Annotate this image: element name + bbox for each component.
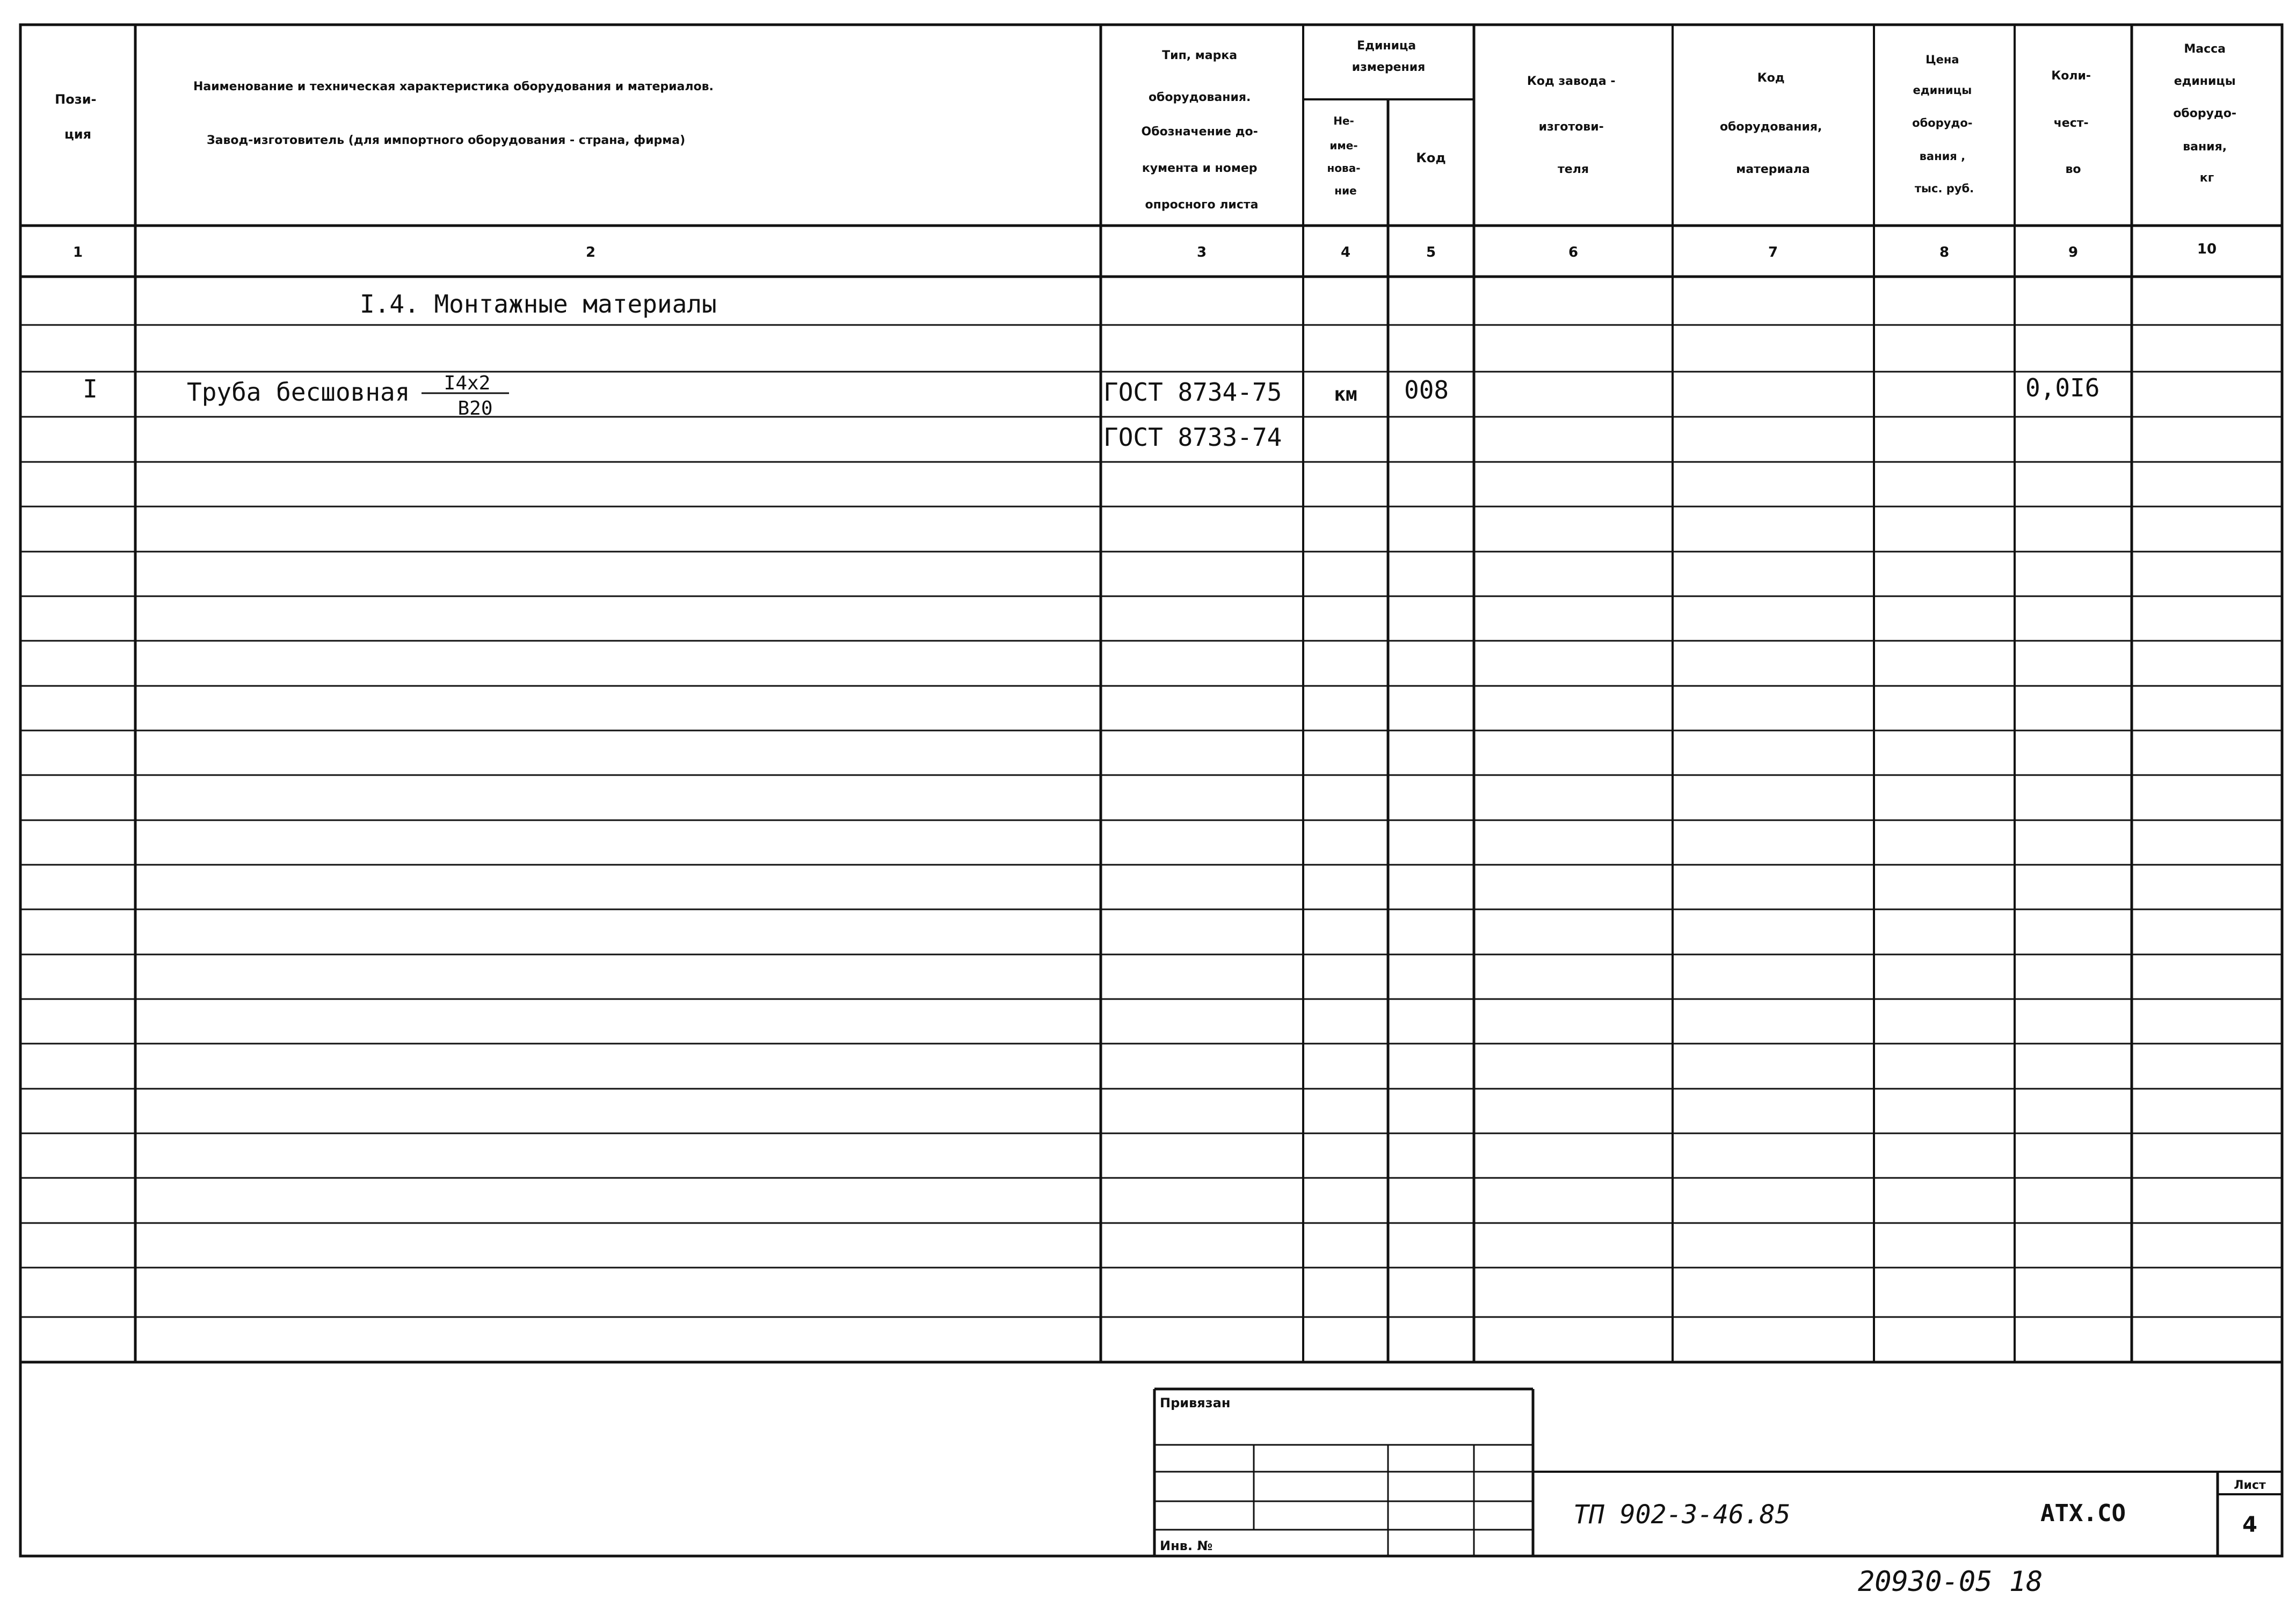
svg-text:Код: [1416, 150, 1446, 165]
column-number: 10: [2197, 241, 2217, 257]
header-col9-line1: Коли-: [2051, 69, 2091, 83]
row-code: 008: [1404, 375, 1449, 404]
header-col2-line1: Наименование и техническая характеристика оборудования и материалов.: [193, 80, 714, 93]
svg-text:Код завода - изготови-: [1527, 75, 1619, 176]
column-number: 9: [2068, 244, 2079, 261]
footer-number: 20930-05 18: [1858, 1566, 2043, 1598]
column-number: 7: [1768, 244, 1778, 261]
header-col9-line3: во: [2065, 163, 2081, 176]
header-col9-line2: чест-: [2053, 117, 2089, 130]
title-block: [1154, 1389, 2282, 1556]
column-number: 4: [1340, 244, 1351, 261]
header-col6-line1: Код завода -: [1527, 75, 1616, 88]
header-col1-line2: ция: [64, 127, 92, 142]
header-col7-line1: Код: [1757, 71, 1785, 85]
header-col10-line1: Масса: [2184, 42, 2226, 56]
stamp-inv-number: Инв. №: [1160, 1538, 1213, 1553]
row-doc: ГОСТ 8734-75: [1103, 378, 1282, 407]
table-header: [55, 39, 2241, 212]
column-number: 2: [585, 244, 596, 261]
row-fraction-numerator: I4x2: [444, 372, 491, 394]
header-col3-line2: оборудования.: [1148, 91, 1251, 104]
header-col10-line3: оборудо-: [2173, 107, 2237, 120]
header-col8-line3: оборудо-: [1912, 117, 1973, 129]
row-position: I: [83, 374, 98, 403]
header-col7-line2: оборудования,: [1719, 120, 1822, 134]
stamp-mark: АТХ.СО: [2040, 1500, 2126, 1527]
svg-text:Коли- чест- во: [2051, 69, 2095, 176]
table-grid: [20, 25, 2282, 1362]
stamp-sheet-label: Лист: [2234, 1479, 2266, 1492]
table-row-lines: [20, 325, 2282, 1317]
header-unit-line1: Единица: [1357, 39, 1416, 53]
header-col8-line1: Цена: [1926, 53, 1959, 66]
row-quantity: 0,0I6: [2025, 373, 2100, 402]
column-number: 3: [1196, 244, 1207, 261]
column-number: 8: [1939, 244, 1950, 261]
header-col4-line2: име-: [1329, 139, 1358, 152]
row-fraction-denominator: B20: [457, 397, 493, 419]
header-col10-line5: кг: [2199, 171, 2214, 185]
header-col6-line3: теля: [1558, 163, 1589, 176]
header-col3-line5: опросного листа: [1145, 198, 1259, 212]
header-col3-line1: Тип, марка: [1162, 49, 1238, 62]
header-col3-line4: кумента и номер: [1142, 162, 1258, 175]
column-number: 6: [1568, 244, 1579, 261]
header-col8-line5: тыс. руб.: [1914, 182, 1974, 195]
stamp-privyazan: Привязан: [1160, 1395, 1231, 1410]
header-col7-line3: материала: [1736, 163, 1810, 176]
header-col4-line3: нова-: [1327, 162, 1361, 175]
header-col6-line2: изготови-: [1538, 120, 1604, 134]
svg-text:Пози- ция: [55, 92, 101, 142]
header-col1-line1: Пози-: [55, 92, 97, 107]
header-col4-line4: ние: [1334, 184, 1357, 197]
row-doc: ГОСТ 8733-74: [1103, 423, 1282, 452]
svg-text:Наименование и техническая хар: [193, 80, 718, 147]
stamp-doc-code: ТП 902-3-46.85: [1573, 1500, 1791, 1530]
header-col8-line2: единицы: [1913, 84, 1972, 97]
header-col5: Код: [1416, 150, 1446, 165]
svg-text:Цена единицы обору: [1912, 53, 1977, 195]
svg-text:Масса единицы обор: [2173, 42, 2240, 185]
svg-text:Единица измерения: [1352, 39, 1426, 74]
row-name: Труба бесшовная: [187, 378, 410, 407]
header-col3-line3: Обозначение до-: [1141, 125, 1258, 139]
row-unit: км: [1334, 384, 1357, 406]
header-col10-line4: вания,: [2183, 140, 2227, 154]
column-number: 5: [1426, 244, 1436, 261]
header-unit-line2: измерения: [1352, 61, 1426, 74]
table-row: [1103, 423, 1282, 452]
header-col4-line1: Не-: [1333, 114, 1354, 127]
section-title: I.4. Монтажные материалы: [360, 290, 717, 319]
svg-text:Тип, марка оборудования.: [1142, 49, 1262, 212]
svg-text:Не- име- нова-: [1327, 114, 1364, 197]
header-col2-line2: Завод-изготовитель (для импортного оборудования - страна, фирма): [207, 134, 686, 147]
svg-text:Код оборудования,: [1720, 71, 1826, 176]
column-number-row: [73, 241, 2217, 261]
column-number: 1: [72, 244, 83, 261]
header-col10-line2: единицы: [2174, 75, 2236, 88]
stamp-sheet-number: 4: [2242, 1513, 2257, 1537]
table-row: [83, 372, 2099, 419]
header-col8-line4: вания ,: [1919, 150, 1966, 163]
